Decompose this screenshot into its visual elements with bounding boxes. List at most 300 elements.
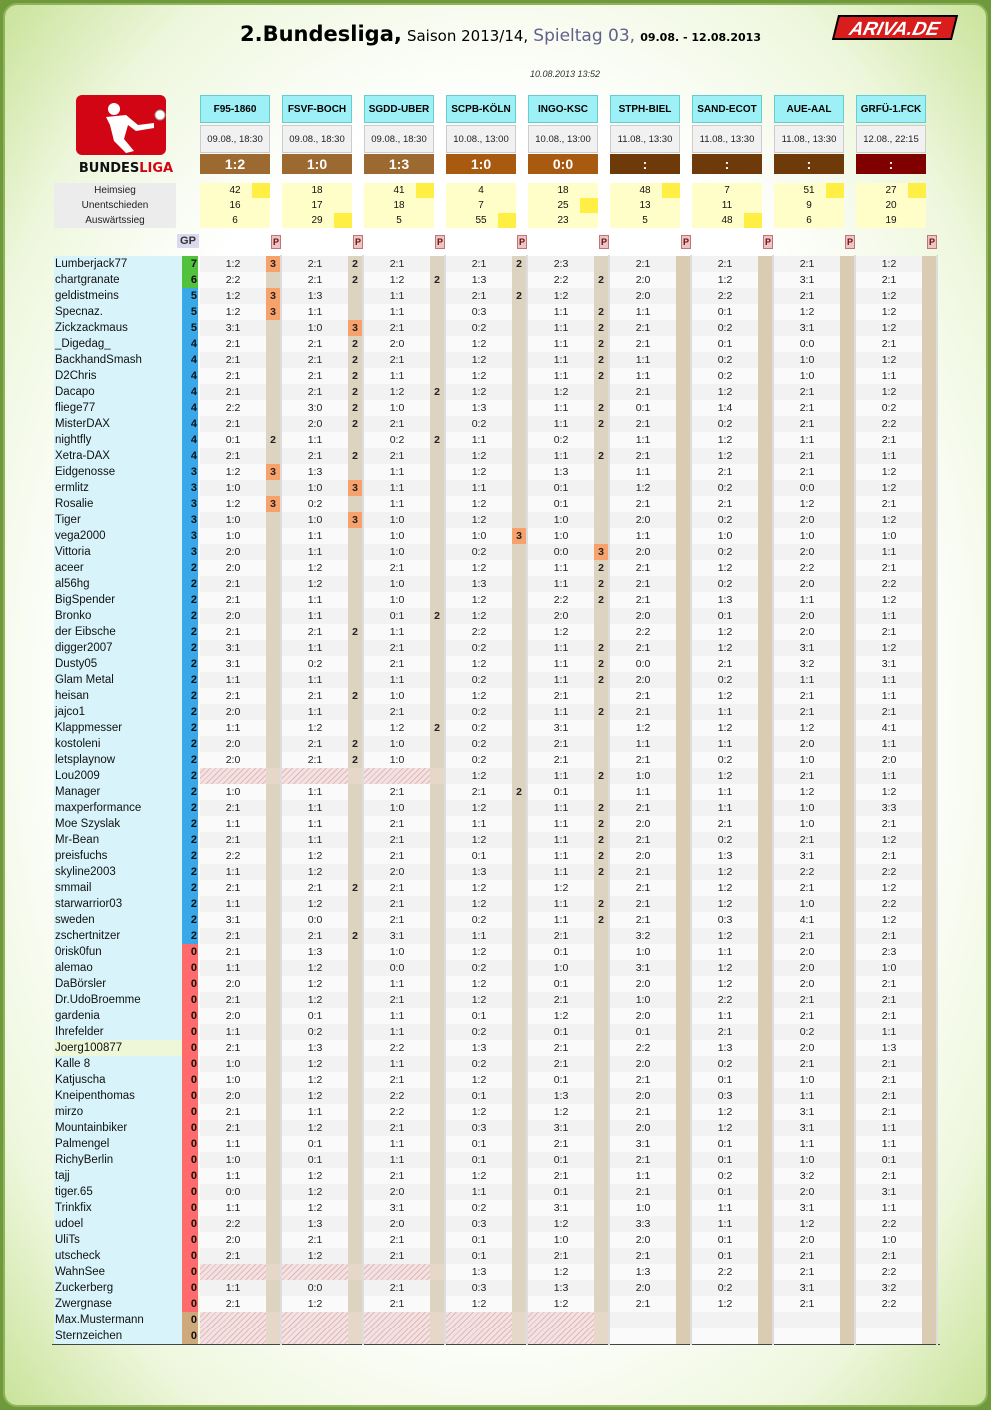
points-cell [348,960,362,976]
points-cell [266,368,280,384]
match-name[interactable]: GRFÜ-1.FCK [856,95,926,123]
points-cell [512,400,526,416]
points-cell [348,288,362,304]
points-cell [676,496,690,512]
tip-cell: 2:1 [364,1296,430,1312]
stat-value: 5 [396,215,402,226]
points-cell [348,1120,362,1136]
player-points: 4 [182,352,198,368]
table-row[interactable] [52,1120,940,1136]
tip-cell: 1:0 [200,480,266,496]
tip-cell: 2:1 [774,288,840,304]
player-name[interactable]: starwarrior03 [54,896,182,912]
tip-cell: 2:1 [610,496,676,512]
table-row[interactable] [52,720,940,736]
tip-cell: 1:2 [692,1104,758,1120]
player-name[interactable]: Joerg100877 [54,1040,182,1056]
points-cell [594,1312,608,1328]
table-row[interactable] [52,832,940,848]
player-name[interactable]: Xetra-DAX [54,448,182,464]
table-row[interactable] [52,288,940,304]
player-name[interactable]: zschertnitzer [54,928,182,944]
points-cell [430,1312,444,1328]
tip-cell: 1:1 [856,672,922,688]
player-name[interactable]: Max.Mustermann [54,1312,182,1328]
points-cell: 2 [430,720,444,736]
tip-cell: 0:1 [610,400,676,416]
player-name[interactable]: fliege77 [54,400,182,416]
player-name[interactable]: Glam Metal [54,672,182,688]
points-cell [348,1072,362,1088]
points-cell [676,1296,690,1312]
player-name[interactable]: der Eibsche [54,624,182,640]
table-row[interactable] [52,1280,940,1296]
tip-cell: 2:1 [282,736,348,752]
points-cell [594,736,608,752]
player-name[interactable]: letsplaynow [54,752,182,768]
player-name[interactable]: sweden [54,912,182,928]
player-name[interactable]: heisan [54,688,182,704]
table-row[interactable] [52,512,940,528]
player-name[interactable]: Kneipenthomas [54,1088,182,1104]
tip-cell: 2:1 [200,688,266,704]
tip-cell: 1:2 [610,480,676,496]
points-cell [348,528,362,544]
tip-cell: 1:2 [446,384,512,400]
table-row[interactable] [52,272,940,288]
player-name[interactable]: Ihrefelder [54,1024,182,1040]
points-cell [840,544,854,560]
player-name[interactable]: Dr.UdoBroemme [54,992,182,1008]
points-cell [348,896,362,912]
table-row[interactable] [52,1248,940,1264]
points-cell [922,1104,936,1120]
player-name[interactable]: maxperformance [54,800,182,816]
tip-cell: 2:0 [774,1232,840,1248]
tip-cell: 2:1 [282,752,348,768]
table-row[interactable] [52,1232,940,1248]
points-cell [594,1280,608,1296]
points-cell [758,960,772,976]
table-row[interactable] [52,1152,940,1168]
table-row[interactable] [52,656,940,672]
table-row[interactable] [52,624,940,640]
player-name[interactable]: tajj [54,1168,182,1184]
player-name[interactable]: smmail [54,880,182,896]
table-row[interactable] [52,640,940,656]
player-name[interactable]: utscheck [54,1248,182,1264]
tip-cell: 1:1 [856,736,922,752]
points-cell [266,416,280,432]
tip-cell: 2:1 [774,704,840,720]
player-name[interactable]: Lumberjack77 [54,256,182,272]
tip-cell: 0:1 [692,336,758,352]
tip-cell: 2:0 [774,1184,840,1200]
tip-cell: 2:0 [610,544,676,560]
table-row[interactable] [52,752,940,768]
tip-cell: 2:1 [610,864,676,880]
points-cell: 2 [430,432,444,448]
player-points: 0 [182,960,198,976]
table-row[interactable] [52,768,940,784]
player-points: 0 [182,1248,198,1264]
tip-cell: 2:0 [774,944,840,960]
tip-cell [446,1312,512,1328]
stat-value: 20 [885,200,897,211]
tip-cell: 1:2 [446,688,512,704]
player-name[interactable]: Sternzeichen [54,1328,182,1344]
player-name[interactable]: al56hg [54,576,182,592]
points-cell [266,592,280,608]
table-row[interactable] [52,1088,940,1104]
table-row[interactable] [52,896,940,912]
table-row[interactable] [52,976,940,992]
player-name[interactable]: 0risk0fun [54,944,182,960]
match-name[interactable]: STPH-BIEL [610,95,680,123]
stat-bar [416,183,434,198]
tip-cell: 3:1 [364,1200,430,1216]
tip-cell: 1:1 [774,1088,840,1104]
player-name[interactable]: Palmengel [54,1136,182,1152]
points-cell [594,384,608,400]
points-cell [512,1008,526,1024]
points-cell [430,544,444,560]
tip-cell: 1:1 [528,672,594,688]
points-cell [758,1328,772,1344]
tip-cell: 4:1 [856,720,922,736]
tip-cell: 2:1 [856,928,922,944]
tip-cell: 0:2 [282,1024,348,1040]
tip-cell: 1:1 [364,1136,430,1152]
points-cell [922,1072,936,1088]
player-name[interactable]: DaBörsler [54,976,182,992]
player-name[interactable]: nightfly [54,432,182,448]
player-name[interactable]: Kalle 8 [54,1056,182,1072]
player-name[interactable]: udoel [54,1216,182,1232]
table-row[interactable] [52,1184,940,1200]
player-name[interactable]: Specnaz. [54,304,182,320]
tip-cell: 2:0 [610,272,676,288]
points-cell [594,784,608,800]
table-row[interactable] [52,1024,940,1040]
points-cell [430,640,444,656]
table-row[interactable] [52,912,940,928]
player-name[interactable]: gardenia [54,1008,182,1024]
table-row[interactable] [52,928,940,944]
player-name[interactable]: Rosalie [54,496,182,512]
tip-cell: 1:1 [282,784,348,800]
points-cell: 2 [348,448,362,464]
tip-cell: 1:2 [774,784,840,800]
points-cell [430,416,444,432]
table-row[interactable] [52,384,940,400]
points-cell [266,736,280,752]
match-name[interactable]: INGO-KSC [528,95,598,123]
points-cell [922,448,936,464]
table-row[interactable] [52,1008,940,1024]
points-cell [922,832,936,848]
player-name[interactable]: Zwergnase [54,1296,182,1312]
points-cell [676,432,690,448]
table-row[interactable] [52,448,940,464]
table-row[interactable] [52,1312,940,1328]
player-points: 0 [182,944,198,960]
match-name[interactable]: SCPB-KÖLN [446,95,516,123]
points-cell [430,480,444,496]
tip-cell: 2:1 [446,256,512,272]
player-name[interactable]: MisterDAX [54,416,182,432]
points-cell [922,752,936,768]
match-result: : [692,154,762,174]
points-cell [758,672,772,688]
points-cell [676,1328,690,1344]
player-name[interactable]: jajco1 [54,704,182,720]
tip-cell: 2:1 [610,384,676,400]
match-name[interactable]: SGDD-UBER [364,95,434,123]
player-name[interactable]: BackhandSmash [54,352,182,368]
tip-cell: 1:0 [528,960,594,976]
player-name[interactable]: Tiger [54,512,182,528]
player-name[interactable]: Katjuscha [54,1072,182,1088]
table-row[interactable] [52,1296,940,1312]
points-cell [594,1088,608,1104]
table-row[interactable] [52,688,940,704]
table-row[interactable] [52,496,940,512]
tip-cell: 1:1 [364,976,430,992]
table-row[interactable] [52,576,940,592]
table-row[interactable] [52,784,940,800]
player-name[interactable]: tiger.65 [54,1184,182,1200]
player-name[interactable]: kostoleni [54,736,182,752]
stat-draw [200,198,270,213]
tip-cell: 2:1 [364,1072,430,1088]
points-cell [512,272,526,288]
tip-cell: 2:0 [364,1216,430,1232]
points-cell [676,272,690,288]
player-name[interactable]: Mountainbiker [54,1120,182,1136]
tip-cell: 2:1 [610,320,676,336]
player-name[interactable]: Eidgenosse [54,464,182,480]
points-cell [840,784,854,800]
match-name[interactable]: F95-1860 [200,95,270,123]
brand-logo[interactable]: ARIVA.DE [832,15,958,40]
table-row[interactable] [52,704,940,720]
tip-cell [282,1328,348,1344]
player-name[interactable]: Vittoria [54,544,182,560]
table-row[interactable] [52,1136,940,1152]
table-row[interactable] [52,608,940,624]
match-date: 10.08., 13:00 [528,125,598,153]
match-date: 10.08., 13:00 [446,125,516,153]
player-name[interactable]: digger2007 [54,640,182,656]
points-cell [840,736,854,752]
player-name[interactable]: Dusty05 [54,656,182,672]
points-cell [758,336,772,352]
player-points: 3 [182,480,198,496]
table-row[interactable] [52,368,940,384]
tip-cell: 2:1 [200,448,266,464]
player-name[interactable]: mirzo [54,1104,182,1120]
table-row[interactable] [52,1168,940,1184]
tip-cell: 1:2 [528,1264,594,1280]
player-name[interactable]: Zuckerberg [54,1280,182,1296]
table-row[interactable] [52,304,940,320]
player-name[interactable]: skyline2003 [54,864,182,880]
tip-cell: 2:1 [692,496,758,512]
stat-bar [826,183,844,198]
match-name[interactable]: FSVF-BOCH [282,95,352,123]
table-row[interactable] [52,1264,940,1280]
player-name[interactable]: Moe Szyslak [54,816,182,832]
tip-cell: 2:3 [856,944,922,960]
points-cell [922,1024,936,1040]
points-cell [430,848,444,864]
player-name[interactable]: ermlitz [54,480,182,496]
tip-cell: 2:1 [774,1248,840,1264]
player-name[interactable]: Bronko [54,608,182,624]
points-cell [840,864,854,880]
points-cell [758,1296,772,1312]
tip-cell: 2:0 [774,976,840,992]
table-row[interactable] [52,320,940,336]
wordmark-b: LIGA [139,161,174,176]
table-row[interactable] [52,1216,940,1232]
tip-cell: 2:1 [200,1040,266,1056]
player-name[interactable]: Manager [54,784,182,800]
tip-cell: 2:1 [856,432,922,448]
table-row[interactable] [52,336,940,352]
player-points: 0 [182,1056,198,1072]
tip-cell: 1:2 [282,576,348,592]
player-name[interactable]: D2Chris [54,368,182,384]
points-cell [512,544,526,560]
table-row[interactable] [52,256,940,272]
tip-cell: 0:2 [692,1280,758,1296]
tip-cell: 0:1 [856,1152,922,1168]
tip-cell: 1:2 [446,496,512,512]
points-cell [594,960,608,976]
bundesliga-logo [76,95,174,176]
points-cell [348,800,362,816]
table-row[interactable] [52,992,940,1008]
stat-value: 6 [232,215,238,226]
points-cell [758,720,772,736]
points-cell [840,688,854,704]
player-name[interactable]: Klappmesser [54,720,182,736]
match-name[interactable]: SAND-ECOT [692,95,762,123]
player-name[interactable]: alemao [54,960,182,976]
player-name[interactable]: geldistmeins [54,288,182,304]
table-row[interactable] [52,848,940,864]
table-row[interactable] [52,1104,940,1120]
points-cell [676,336,690,352]
player-name[interactable]: RichyBerlin [54,1152,182,1168]
tip-cell: 1:0 [200,528,266,544]
tip-cell: 2:1 [200,384,266,400]
points-cell [840,992,854,1008]
points-cell: 3 [348,320,362,336]
tip-cell: 1:1 [282,608,348,624]
table-row[interactable] [52,1200,940,1216]
points-cell [676,1216,690,1232]
player-name[interactable]: BigSpender [54,592,182,608]
table-row[interactable] [52,416,940,432]
tip-cell: 1:0 [282,480,348,496]
player-name[interactable]: Lou2009 [54,768,182,784]
table-row[interactable] [52,400,940,416]
player-name[interactable]: Zickzackmaus [54,320,182,336]
points-cell [922,672,936,688]
table-row[interactable] [52,864,940,880]
player-points: 4 [182,432,198,448]
points-cell [758,640,772,656]
table-row[interactable] [52,1072,940,1088]
table-row[interactable] [52,352,940,368]
player-name[interactable]: chartgranate [54,272,182,288]
player-name[interactable]: _Digedag_ [54,336,182,352]
table-row[interactable] [52,592,940,608]
tip-cell: 1:0 [610,768,676,784]
page-title [240,22,761,46]
tip-cell: 1:1 [282,1104,348,1120]
player-name[interactable]: Dacapo [54,384,182,400]
player-name[interactable]: vega2000 [54,528,182,544]
table-row[interactable] [52,528,940,544]
table-row[interactable] [52,944,940,960]
points-cell [594,288,608,304]
match-date: 09.08., 18:30 [200,125,270,153]
tip-cell: 1:1 [282,672,348,688]
player-name[interactable]: Mr-Bean [54,832,182,848]
player-name[interactable]: UliTs [54,1232,182,1248]
table-row[interactable] [52,480,940,496]
player-name[interactable]: preisfuchs [54,848,182,864]
player-name[interactable]: WahnSee [54,1264,182,1280]
player-points: 2 [182,576,198,592]
table-row[interactable] [52,816,940,832]
table-row[interactable] [52,880,940,896]
player-points: 0 [182,1088,198,1104]
table-row[interactable] [52,544,940,560]
match-result: 0:0 [528,154,598,174]
points-cell [594,928,608,944]
tip-cell: 2:0 [528,608,594,624]
player-name[interactable]: aceer [54,560,182,576]
table-row[interactable] [52,464,940,480]
points-cell [758,816,772,832]
table-row[interactable] [52,432,940,448]
stat-bar [334,213,352,228]
player-points: 0 [182,1184,198,1200]
table-row[interactable] [52,1040,940,1056]
tip-cell: 3:1 [364,928,430,944]
table-row[interactable] [52,560,940,576]
points-cell: 3 [594,544,608,560]
points-cell [758,272,772,288]
table-row[interactable] [52,800,940,816]
table-row[interactable] [52,1328,940,1344]
player-name[interactable]: Trinkfix [54,1200,182,1216]
tip-cell: 2:0 [610,1008,676,1024]
match-name[interactable]: AUE-AAL [774,95,844,123]
tip-cell: 0:2 [692,544,758,560]
table-row[interactable] [52,736,940,752]
table-row[interactable] [52,960,940,976]
player-points: 2 [182,752,198,768]
table-row[interactable] [52,1056,940,1072]
points-cell [840,368,854,384]
table-row[interactable] [52,672,940,688]
